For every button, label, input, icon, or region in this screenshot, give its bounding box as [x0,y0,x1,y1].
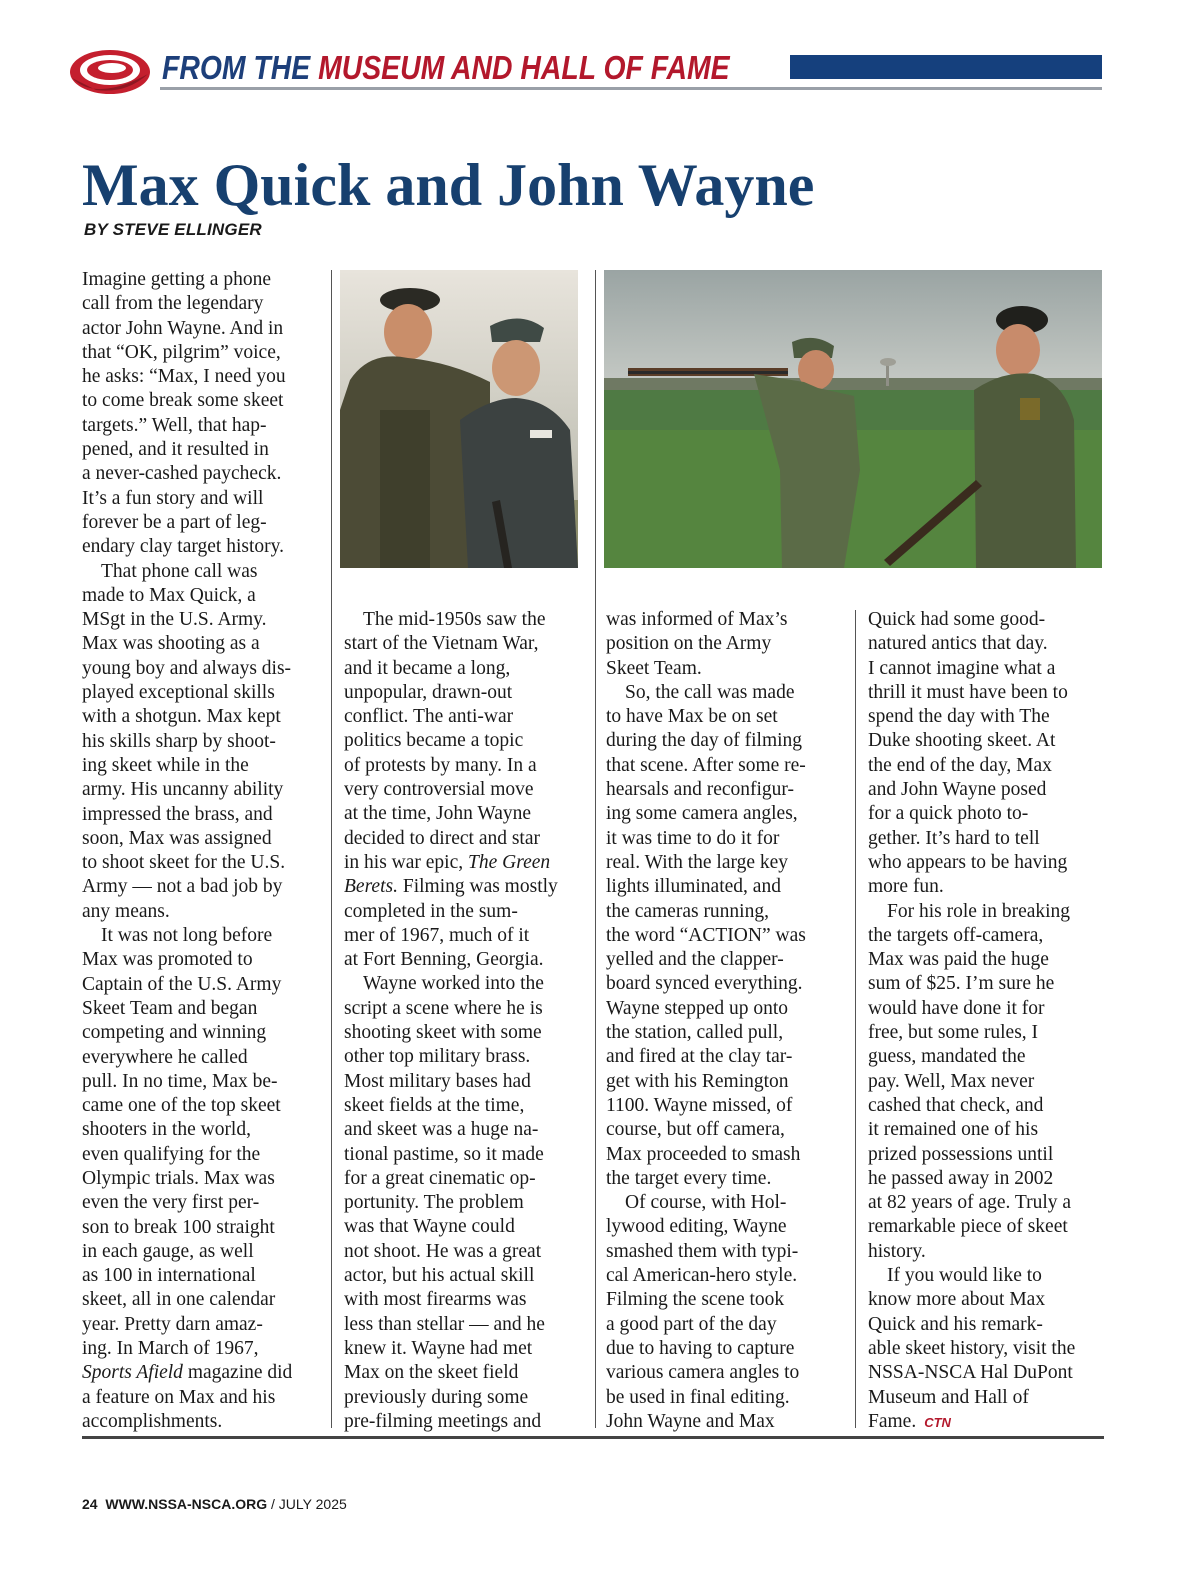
col1-line: he asks: “Max, I need you [82,366,286,388]
col3-line: ing some camera angles, [606,803,798,825]
col1-line: call from the legendary [82,293,264,315]
col1-line: even qualifying for the [82,1143,261,1165]
col2-line: pre-filming meetings and [344,1410,542,1432]
col1-line: year. Pretty darn amaz- [82,1313,263,1335]
nssa-logo-icon [66,44,154,100]
col2-line: with most firearms was [344,1289,527,1311]
article-column-4 [868,608,1075,1435]
col2-line: Max on the skeet field [344,1362,519,1384]
col4-line: the targets off-camera, [868,924,1044,946]
col3-line: John Wayne and Max [606,1410,775,1432]
col4-line: would have done it for [868,997,1045,1019]
col3-line: Skeet Team. [606,657,702,679]
col2-line: tional pastime, so it made [344,1143,544,1165]
col1-line: targets.” Well, that hap- [82,414,267,436]
col2-line: portunity. The problem [344,1192,524,1214]
article-title: Max Quick and John Wayne [82,152,815,218]
col3-line: get with his Remington [606,1070,789,1092]
col1-line: to come break some skeet [82,390,284,412]
col1-line: forever be a part of leg- [82,511,267,533]
column-rule-3 [855,610,856,1428]
col4-line: guess, mandated the [868,1046,1026,1068]
col1-line: Skeet Team and began [82,997,258,1019]
col4-line: NSSA-NSCA Hal DuPont [868,1362,1073,1384]
col3-line: board synced everything. [606,973,803,995]
col4-line: history. [868,1240,926,1262]
col3-line: to have Max be on set [606,706,778,728]
col3-line: Max proceeded to smash [606,1143,801,1165]
col1-line: a feature on Max and his [82,1386,276,1408]
col1-line: even the very first per- [82,1192,260,1214]
col2-line: previously during some [344,1386,529,1408]
col4-line: Quick and his remark- [868,1313,1043,1335]
col1-line: as 100 in international [82,1265,256,1287]
col4-line: the end of the day, Max [868,754,1052,776]
col4-line: Museum and Hall of [868,1386,1029,1408]
col2-line: knew it. Wayne had met [344,1337,533,1359]
col4-line: he passed away in 2002 [868,1167,1054,1189]
page-number: 24 [82,1496,98,1512]
header-bar [790,55,1102,79]
col1-line: pened, and it resulted in [82,439,269,461]
footer-rule [82,1436,1104,1439]
col1-line: accomplishments. [82,1410,223,1432]
col2-line: skeet fields at the time, [344,1094,525,1116]
col2-line: Most military bases had [344,1070,531,1092]
col2-line: shooting skeet with some [344,1022,542,1044]
col4-line: who appears to be having [868,851,1068,873]
col4-line: natured antics that day. [868,633,1048,655]
page-footer [82,1496,347,1512]
col4-line: and John Wayne posed [868,779,1047,801]
col4-line: at 82 years of age. Truly a [868,1192,1072,1214]
col4-line: prized possessions until [868,1143,1054,1165]
col4-line: able skeet history, visit the [868,1337,1076,1359]
col2-line: Wayne worked into the [363,973,544,995]
magazine-title: Sports Afield [82,1362,183,1384]
col2-line: in his war epic, The Green [344,851,551,873]
section-heading [162,46,730,90]
col1-line: skeet, all in one calendar [82,1289,276,1311]
col3-line: real. With the large key [606,851,789,873]
col3-line: course, but off camera, [606,1119,785,1141]
col1-line: Max was promoted to [82,949,253,971]
col2-line: of protests by many. In a [344,754,537,776]
col2-line: for a great cinematic op- [344,1167,536,1189]
col3-line: smashed them with typi- [606,1240,799,1262]
column-rule-1 [331,270,332,1428]
col4-line: I cannot imagine what a [868,657,1056,679]
col3-line: position on the Army [606,633,772,655]
col3-line: the word “ACTION” was [606,924,806,946]
col2-line: and it became a long, [344,657,511,679]
col1-line: made to Max Quick, a [82,584,256,606]
col2-line: Berets. Filming was mostly [344,876,558,898]
col2-line: mer of 1967, much of it [344,924,530,946]
col2-line: other top military brass. [344,1046,531,1068]
col4-line: thrill it must have been to [868,681,1068,703]
col2-line: decided to direct and star [344,827,540,849]
col3-line: and fired at the clay tar- [606,1046,793,1068]
col1-line: his skills sharp by shoot- [82,730,276,752]
column-rule-2 [595,270,596,1428]
col2-line: completed in the sum- [344,900,518,922]
article-column-2 [344,608,558,1434]
col3-line: lywood editing, Wayne [606,1216,787,1238]
col2-line: and skeet was a huge na- [344,1119,539,1141]
col3-line: cal American-hero style. [606,1265,798,1287]
col2-line: at Fort Benning, Georgia. [344,949,544,971]
col2-line: politics became a topic [344,730,524,752]
col1-line: Max was shooting as a [82,633,260,655]
col3-line: be used in final editing. [606,1386,790,1408]
col2-line: conflict. The anti-war [344,706,514,728]
col3-line: during the day of filming [606,730,803,752]
article-column-3 [606,608,806,1434]
col1-line: Olympic trials. Max was [82,1167,275,1189]
col1-line: actor John Wayne. And in [82,317,284,339]
film-title: The Green [468,851,551,873]
col3-line: due to having to capture [606,1337,795,1359]
col1-line: came one of the top skeet [82,1095,281,1117]
col2-line: not shoot. He was a great [344,1240,542,1262]
col1-line: MSgt in the U.S. Army. [82,609,267,631]
photo-skeet-shooting-scene [604,270,1102,568]
col3-line: a good part of the day [606,1313,777,1335]
col2-line: was that Wayne could [344,1216,515,1238]
col4-line: For his role in breaking [887,900,1071,922]
col3-line: was informed of Max’s [606,609,788,630]
col3-line: the station, called pull, [606,1022,784,1044]
col4-line: remarkable piece of skeet [868,1216,1068,1238]
col4-line: gether. It’s hard to tell [868,827,1040,849]
col1-line: everywhere he called [82,1046,248,1068]
col2-line: at the time, John Wayne [344,803,532,825]
col4-line: it remained one of his [868,1119,1039,1141]
article-column-1 [82,268,292,1434]
col2-line: start of the Vietnam War, [344,633,539,655]
col2-line: very controversial move [344,779,534,801]
col4-line: pay. Well, Max never [868,1070,1035,1092]
col1-line: It was not long before [101,925,273,947]
col1-line: Army — not a bad job by [82,876,283,898]
col4-line: cashed that check, and [868,1094,1044,1116]
col1-line: a never-cashed paycheck. [82,463,282,485]
col4-line: Duke shooting skeet. At [868,730,1056,752]
col1-line: son to break 100 straight [82,1216,275,1238]
col2-line: The mid-1950s saw the [363,609,546,630]
col1-line: with a shotgun. Max kept [82,706,281,728]
col1-line: It’s a fun story and will [82,487,264,509]
col4-line: Quick had some good- [868,609,1046,630]
section-heading-museum: MUSEUM AND HALL OF FAME [318,49,730,86]
col2-line: script a scene where he is [344,997,543,1019]
col3-line: yelled and the clapper- [606,949,784,971]
col1-line: to shoot skeet for the U.S. [82,852,286,874]
col1-line: shooters in the world, [82,1119,251,1141]
col3-line: the target every time. [606,1167,772,1189]
col3-line: Filming the scene took [606,1289,785,1311]
col4-line: Fame. CTN [868,1410,951,1432]
col1-line: young boy and always dis- [82,657,292,679]
col1-line: competing and winning [82,1022,267,1044]
header-rule [160,87,1102,90]
col2-line: unpopular, drawn-out [344,681,513,703]
photo-wayne-and-quick [340,270,578,568]
col4-line: more fun. [868,876,944,898]
col3-line: it was time to do it for [606,827,780,849]
col1-line: That phone call was [101,560,258,582]
col3-line: that scene. After some re- [606,754,806,776]
ctn-end-mark: CTN [924,1414,951,1430]
col3-line: So, the call was made [625,681,795,703]
film-title: Berets. [344,876,398,898]
col4-line: Max was paid the huge [868,949,1049,971]
col1-line: army. His uncanny ability [82,779,284,801]
footer-site-link[interactable]: WWW.NSSA-NSCA.ORG [105,1496,268,1512]
col1-line: that “OK, pilgrim” voice, [82,341,281,363]
col3-line: Wayne stepped up onto [606,997,789,1019]
col2-line: actor, but his actual skill [344,1265,535,1287]
col3-line: lights illuminated, and [606,876,781,898]
col2-line: less than stellar — and he [344,1313,545,1335]
col3-line: hearsals and reconfigur- [606,779,795,801]
col3-line: Of course, with Hol- [625,1192,787,1214]
col1-line: soon, Max was assigned [82,827,272,849]
col1-line: ing skeet while in the [82,754,249,776]
col1-line: any means. [82,900,170,922]
col1-line: played exceptional skills [82,682,275,704]
col1-line: pull. In no time, Max be- [82,1070,278,1092]
col4-line: sum of $25. I’m sure he [868,973,1055,995]
col4-line: know more about Max [868,1289,1046,1311]
col1-line: ing. In March of 1967, [82,1338,259,1360]
col3-line: various camera angles to [606,1362,800,1384]
col1-line: Sports Afield magazine did [82,1362,293,1384]
col4-line: for a quick photo to- [868,803,1029,825]
col1-line: Captain of the U.S. Army [82,973,282,995]
col1-line: Imagine getting a phone [82,269,271,290]
col4-line: If you would like to [887,1265,1042,1287]
footer-issue: / JULY 2025 [267,1496,347,1512]
section-heading-from: FROM THE [162,49,319,86]
col1-line: endary clay target history. [82,536,284,558]
byline: BY STEVE ELLINGER [84,220,262,239]
col4-line: spend the day with The [868,706,1050,728]
col4-line: free, but some rules, I [868,1022,1039,1044]
col3-line: the cameras running, [606,900,769,922]
col1-line: in each gauge, as well [82,1240,254,1262]
col1-line: impressed the brass, and [82,803,273,825]
col3-line: 1100. Wayne missed, of [606,1094,793,1116]
